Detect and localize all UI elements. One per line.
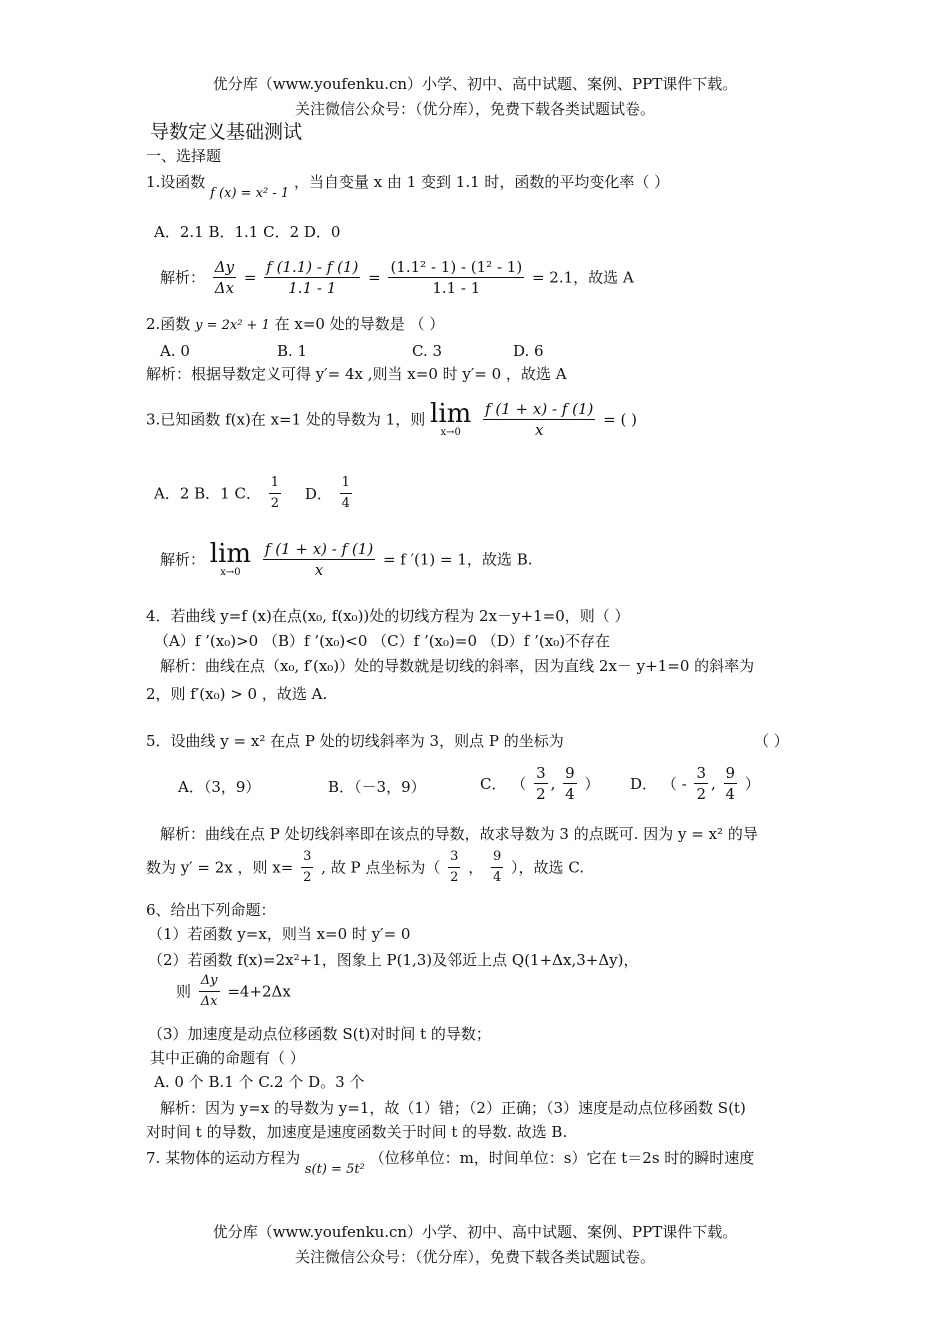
q2-option-c: C. 3: [412, 342, 443, 360]
q1-frac1-num: Δy: [214, 258, 235, 276]
q4-options: （A）f ’(x₀)>0 （B）f ’(x₀)<0 （C）f ’(x₀)=0 （D）f ’(x₀)不存在: [154, 632, 611, 650]
q2-stem-a: 2.函数: [146, 315, 191, 333]
q6-frac-den: Δx: [200, 994, 218, 1009]
q5-solution-2: 数为 y′ = 2x ，则 x= $\frac{3}{2}$ , 故 P 点坐标为（ $\frac{3}{2}$ ， $\frac{9}{4}$ ），故选 C.: [146, 849, 585, 885]
q1-frac3-den: 1.1 - 1: [432, 279, 481, 297]
q5-option-c: C． （ $\frac{3}{2}$ , $\frac{9}{4}$ ）: [480, 764, 600, 803]
q3-frac-num: f (1 + x) - f (1): [485, 400, 594, 418]
q2-option-d: D. 6: [513, 342, 544, 360]
q5-sol2-a: 数为 y′ = 2x ，则 x=: [146, 858, 294, 877]
q1-stem-b: ，当自变量 x 由 1 变到 1.1 时，函数的平均变化率（ ）: [293, 173, 670, 191]
q6-proposition-2: （2）若函数 f(x)=2x²+1，图象上 P(1,3)及邻近上点 Q(1+Δx,3+Δy)，: [148, 951, 639, 969]
q3-opt-c-num: 1: [269, 474, 281, 494]
q5-sol2-c: ），故选 C.: [511, 858, 585, 877]
q4-solution-1: 解析：曲线在点（x₀, f′(x₀)）处的导数就是切线的斜率，因为直线 2x－ y+1=0 的斜率为: [160, 657, 755, 675]
q6-proposition-2b: [176, 972, 291, 1016]
q1-stem-a: 1.设函数: [146, 173, 206, 191]
q3-options: [154, 474, 355, 518]
q7-func: s(t) = 5t²: [304, 1162, 365, 1177]
header-line-1: 优分库（www.youfenku.cn）小学、初中、高中试题、案例、PPT课件下载。: [212, 75, 738, 93]
q5-paren: （ ）: [754, 732, 789, 750]
q3-opt-d: D．: [304, 484, 332, 503]
q5-c-x-den: 2: [536, 785, 546, 803]
q3-sol-label: 解析：: [160, 550, 206, 569]
q5-d-y-num: 9: [725, 764, 736, 782]
q1-solution: 解析： $\frac{\Delta y}{\Delta x}$ = $\frac{f (1.1) - f (1)}{1.1 - 1}$ = $\frac{\text{(1.1² - 1) - (1² - 1)}}{1.1 - 1}$ = 2.1，故选 A: [160, 258, 634, 297]
q5-sol-x-den: 2: [303, 870, 312, 885]
q3-frac-den: x: [535, 421, 544, 439]
q5-c-x-num: 3: [536, 764, 546, 782]
footer-line-1: 优分库（www.youfenku.cn）小学、初中、高中试题、案例、PPT课件下载。: [212, 1223, 738, 1241]
q6-question: 其中正确的命题有（ ）: [150, 1049, 305, 1067]
q3-sol-lim-sub: x→0: [220, 566, 241, 578]
q1-sol-label: 解析：: [160, 268, 206, 287]
q2-option-b: B. 1: [277, 342, 308, 360]
q6-proposition-1: （1）若函数 y=x，则当 x=0 时 y′= 0: [148, 925, 411, 943]
q5-sol2-b: , 故 P 点坐标为（: [321, 858, 441, 877]
q3-sol-frac-num: f (1 + x) - f (1): [264, 540, 374, 558]
q6-solution-1: 解析：因为 y=x 的导数为 y=1，故（1）错；（2）正确；（3）速度是动点位移函数 S(t): [160, 1099, 746, 1117]
q6-p2b-a: 则: [176, 982, 192, 1001]
q1-frac2-den: 1.1 - 1: [288, 279, 337, 297]
q6-frac-num: Δy: [199, 972, 220, 992]
q3-stem-text: 3.已知函数 f(x)在 x=1 处的导数为 1，则: [146, 410, 426, 429]
q5-solution-1: 解析：曲线在点 P 处切线斜率即在该点的导数，故求导数为 3 的点既可. 因为 y = x² 的导: [160, 825, 758, 843]
q3-opt-d-den: 4: [341, 496, 350, 511]
q2-solution: 解析：根据导数定义可得 y′= 4x ,则当 x=0 时 y′= 0 ，故选 A: [146, 365, 567, 383]
q2-stem: [146, 314, 444, 336]
q7-stem: [146, 1148, 755, 1177]
q2-option-a: A. 0: [160, 342, 190, 360]
q6-options: A. 0 个 B.1 个 C.2 个 D。3 个: [154, 1073, 365, 1091]
q2-stem-b: 在 x=0 处的导数是 （ ）: [274, 315, 445, 333]
q5-stem: 5．设曲线 y = x² 在点 P 处的切线斜率为 3，则点 P 的坐标为: [146, 732, 564, 750]
q1-frac1-den: Δx: [214, 279, 235, 297]
q5-opt-d-label: D．: [630, 775, 658, 793]
q3-lim-word: lim: [430, 398, 472, 429]
q5-sol-x-num: 3: [301, 848, 313, 868]
q4-stem: 4．若曲线 y=f (x)在点(x₀, f(x₀))处的切线方程为 2x－y+1=0，则（ ）: [146, 607, 630, 625]
doc-title: 导数定义基础测试: [150, 121, 303, 143]
q7-stem-a: 7. 某物体的运动方程为: [146, 1149, 301, 1167]
q4-solution-2: 2，则 f′(x₀) > 0 ，故选 A.: [146, 685, 328, 703]
q5-sol-py-den: 4: [492, 870, 502, 885]
q3-opt-d-num: 1: [340, 474, 352, 494]
q3-solution: [160, 540, 533, 596]
q1-frac3-num: (1.1² - 1) - (1² - 1): [390, 258, 523, 276]
q5-c-y-num: 9: [565, 764, 575, 782]
footer-line-2: 关注微信公众号：（优分库），免费下载各类试题试卷。: [294, 1248, 655, 1266]
q3-sol-frac-den: x: [314, 561, 324, 579]
q3-stem-tail: = ( ): [603, 410, 637, 429]
q5-c-y-den: 4: [565, 785, 575, 803]
q5-sol-px-den: 2: [450, 870, 459, 885]
q1-options: A．2.1 B．1.1 C．2 D．0: [154, 223, 341, 241]
q6-stem: 6、给出下列命题：: [146, 901, 276, 919]
q5-option-d: D． （ - $\frac{3}{2}$ , $\frac{9}{4}$ ）: [630, 764, 760, 803]
header-line-2: 关注微信公众号：（优分库），免费下载各类试题试卷。: [294, 100, 655, 118]
q1-stem: [146, 172, 670, 201]
q5-opt-c-label: C．: [480, 775, 507, 793]
q1-frac2-num: f (1.1) - f (1): [266, 258, 359, 276]
q3-opt-c-den: 2: [270, 496, 280, 511]
q5-option-b: B．（－3，9）: [328, 778, 426, 796]
q6-proposition-3: （3）加速度是动点位移函数 S(t)对时间 t 的导数；: [148, 1025, 491, 1043]
section-heading: 一、选择题: [146, 147, 222, 165]
q5-d-y-den: 4: [725, 785, 736, 803]
q5-sol-px-num: 3: [448, 848, 460, 868]
q5-d-x-num: 3: [696, 764, 706, 782]
q5-d-x-den: 2: [696, 785, 706, 803]
q3-stem: [146, 400, 637, 456]
q5-option-a: A．（3，9）: [178, 778, 261, 796]
q3-sol-tail: = f ′(1) = 1，故选 B.: [382, 550, 533, 569]
q2-func: y = 2x² + 1: [195, 318, 270, 333]
q5-sol-py-num: 9: [491, 848, 503, 868]
q3-options-ab: A．2 B．1 C．: [154, 484, 261, 503]
q6-solution-2: 对时间 t 的导数，加速度是速度函数关于时间 t 的导数. 故选 B.: [146, 1123, 568, 1141]
q7-stem-b: （位移单位：m，时间单位：s）它在 t＝2s 时的瞬时速度: [369, 1149, 755, 1167]
q3-lim-sub: x→0: [440, 426, 461, 438]
q1-func: f (x) = x² - 1: [210, 186, 290, 201]
q1-sol-tail: = 2.1，故选 A: [531, 268, 634, 287]
q3-sol-lim-word: lim: [209, 538, 252, 569]
q6-p2b-b: =4+2Δx: [227, 982, 291, 1001]
